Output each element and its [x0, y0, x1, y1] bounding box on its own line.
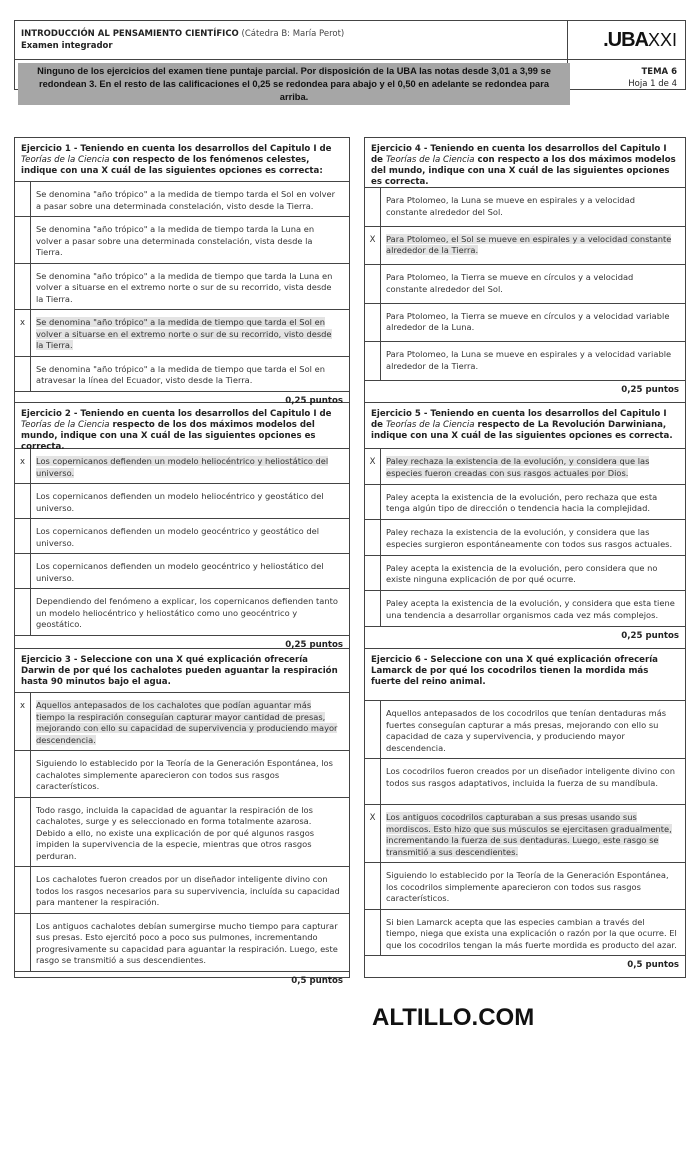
answer-mark-cell[interactable]	[365, 304, 381, 342]
option-text	[31, 798, 349, 867]
question-text-cont: con respecto a los dos máximos modelos del mundo, indique con una X cuál de las siguientes opciones es correcta.	[371, 155, 676, 187]
catedra: (Cátedra B: María Perot)	[241, 29, 345, 39]
answer-mark-cell[interactable]: X	[365, 805, 381, 862]
option-label: Todo rasgo, incluida la capacidad de aguantar la respiración de los cachalotes, surge y es seleccionado en forma totalmente azarosa. Debido a ello, no existe una explicación de por qué algunos rasgos impiden la supervivencia de la especie, mientras que otros rasgos perduran.	[36, 804, 315, 861]
logo-suffix: XXI	[647, 30, 677, 50]
answer-mark-cell[interactable]	[365, 520, 381, 555]
option-row[interactable]	[15, 914, 349, 972]
option-label: Paley acepta la existencia de la evolución, pero rechaza que esta tenga algún tipo de dirección o tendencia hacia la complejidad.	[386, 491, 658, 514]
option-label: Se denomina "año trópico" a la medida de tiempo que tarda el Sol en atravesar la línea del Ecuador, visto desde la Tierra.	[36, 363, 325, 385]
option-row[interactable]	[15, 693, 349, 751]
option-text	[381, 759, 685, 804]
answer-mark-cell[interactable]	[365, 591, 381, 626]
exercise-2	[15, 403, 349, 649]
options-list	[15, 182, 349, 392]
exercise-column-left	[14, 137, 350, 986]
answer-mark-cell[interactable]	[15, 914, 31, 971]
tema: TEMA 6	[641, 67, 677, 77]
option-text	[31, 310, 349, 356]
option-text	[381, 591, 685, 626]
option-row[interactable]	[15, 182, 349, 217]
option-text	[381, 227, 685, 265]
option-row[interactable]	[15, 484, 349, 519]
option-row[interactable]	[15, 554, 349, 589]
option-row[interactable]	[365, 449, 685, 485]
question-text: Ejercicio 1 - Teniendo en cuenta los desarrollos del Capitulo I de	[21, 144, 332, 154]
option-row[interactable]	[365, 910, 685, 957]
book-title: Teorías de la Ciencia	[21, 155, 110, 165]
option-text	[381, 304, 685, 342]
question-text-cont: respecto de La Revolución Darwiniana, indique con una X cuál de las siguientes opciones es correcta.	[371, 420, 673, 441]
answer-mark-cell[interactable]	[365, 188, 381, 226]
question-text: Ejercicio 4 - Teniendo en cuenta los desarrollos del Capitulo I de	[371, 144, 667, 165]
answer-mark-cell[interactable]	[365, 485, 381, 520]
option-text	[31, 182, 349, 216]
option-label: Para Ptolomeo, el Sol se mueve en espirales y a velocidad constante alrededor de la Tierra.	[386, 233, 672, 256]
option-text	[31, 554, 349, 588]
option-row[interactable]	[365, 759, 685, 805]
answer-mark-cell[interactable]: x	[15, 449, 31, 483]
option-row[interactable]	[365, 805, 685, 863]
option-text	[31, 217, 349, 263]
exercise-question	[365, 138, 685, 188]
option-label: Paley rechaza la existencia de la evolución, y considera que las especies surgieron espontáneamente con todos sus rasgos actuales.	[386, 527, 673, 549]
uba-xxi-logo	[603, 29, 677, 52]
option-label: Los cachalotes fueron creados por un diseñador inteligente divino con todos los rasgos necesarios para su supervivencia, incluída su capacidad para mantener la respiración.	[36, 874, 340, 907]
answer-mark-cell[interactable]	[365, 342, 381, 380]
question-text: Ejercicio 3 - Seleccione con una X qué explicación ofrecería Darwin de por qué los cachalotes pueden aguantar la respiración hasta 90 minutos bajo el agua.	[21, 655, 338, 687]
option-text	[31, 449, 349, 483]
answer-mark-cell[interactable]	[15, 484, 31, 518]
book-title: Teorías de la Ciencia	[385, 420, 475, 430]
tema-info	[628, 66, 677, 90]
answer-mark-cell[interactable]	[15, 554, 31, 588]
option-text	[31, 867, 349, 913]
option-label: Para Ptolomeo, la Luna se mueve en espirales y a velocidad constante alrededor del Sol.	[386, 195, 636, 217]
exercise-6	[365, 649, 685, 977]
option-row[interactable]	[365, 556, 685, 592]
option-row[interactable]	[15, 357, 349, 392]
option-label: Siguiendo lo establecido por la Teoría de la Generación Espontánea, los cachalotes simplemente aparecieron con todos sus rasgos característicos.	[36, 758, 333, 791]
option-label: Dependiendo del fenómeno a explicar, los copernicanos defienden tanto un modelo heliocéntrico y heliostático como uno geocéntrico y geostático.	[36, 596, 338, 629]
option-label: Paley rechaza la existencia de la evolución, y considera que las especies fueron creadas con sus rasgos actuales por Dios.	[386, 456, 650, 478]
option-row[interactable]	[15, 217, 349, 264]
points: 0,25 puntos	[621, 385, 679, 395]
option-row[interactable]	[365, 188, 685, 227]
option-label: Para Ptolomeo, la Tierra se mueve en círculos y a velocidad variable alrededor de la Luna.	[386, 310, 670, 333]
option-row[interactable]	[15, 519, 349, 554]
answer-mark-cell[interactable]	[15, 217, 31, 263]
option-text	[31, 693, 349, 750]
points: 0,25 puntos	[285, 395, 343, 406]
option-row[interactable]	[365, 863, 685, 910]
answer-mark-cell[interactable]	[15, 182, 31, 216]
book-title: Teorías de la Ciencia	[385, 155, 475, 165]
exercise-column-right	[364, 137, 686, 978]
option-row[interactable]	[365, 304, 685, 343]
option-row[interactable]	[365, 591, 685, 627]
book-title: Teorías de la Ciencia	[21, 420, 110, 430]
option-text	[381, 265, 685, 303]
answer-mark-cell[interactable]	[15, 798, 31, 867]
course-title: INTRODUCCIÓN AL PENSAMIENTO CIENTÍFICO	[21, 29, 239, 39]
exercise-question	[15, 138, 349, 182]
option-label: Se denomina "año trópico" a la medida de tiempo que tarda la Luna en volver a situarse en el extremo norte o sur de su recorrido, vista desde la Tierra.	[36, 270, 333, 304]
answer-mark-cell[interactable]: X	[365, 227, 381, 265]
exercise-question	[15, 403, 349, 452]
option-label: Los copernicanos defienden un modelo geocéntrico y heliostático del universo.	[36, 561, 324, 583]
option-row[interactable]	[365, 265, 685, 304]
option-text	[381, 485, 685, 520]
options-list	[365, 188, 685, 381]
answer-mark-cell[interactable]	[365, 701, 381, 758]
option-text	[31, 914, 349, 971]
option-label: Se denomina "año trópico" a la medida de tiempo que tarda el Sol en volver a situarse en el extremo norte o sur de su recorrido, visto desde la Tierra.	[36, 317, 332, 350]
option-label: Los copernicanos defienden un modelo geocéntrico y geostático del universo.	[36, 526, 320, 548]
option-text	[31, 264, 349, 310]
option-row[interactable]	[365, 342, 685, 381]
option-label: Para Ptolomeo, la Luna se mueve en espirales y a velocidad variable alrededor de la Tierra.	[386, 349, 672, 371]
exercise-4	[365, 138, 685, 403]
option-text	[31, 357, 349, 391]
option-label: Aquellos antepasados de los cocodrilos que tenían dentaduras más fuertes conseguían capturar a más presas, mejorando con ello su capacidad de caza y supervivencia, y produciendo mayor descendencia.	[386, 708, 667, 753]
answer-mark-cell[interactable]	[15, 867, 31, 913]
option-row[interactable]	[15, 310, 349, 357]
answer-mark-cell[interactable]	[365, 556, 381, 591]
option-label: Paley acepta la existencia de la evolución, y considera que esta tiene una tendencia a desarrollar organismos cada vez más complejos.	[386, 598, 675, 620]
answer-mark-cell[interactable]	[15, 357, 31, 391]
option-row[interactable]	[15, 264, 349, 311]
option-label: Paley acepta la existencia de la evolución, pero considera que no existe ninguna explicación de por qué ocurre.	[386, 562, 658, 585]
option-label: Los copernicanos defienden un modelo heliocéntrico y geostático del universo.	[36, 491, 324, 513]
question-text: Ejercicio 6 - Seleccione con una X qué explicación ofrecería Lamarck de por qué los cocodrilos tienen la mordida más fuerte del reino animal.	[371, 655, 658, 687]
option-label: Si bien Lamarck acepta que las especies cambian a través del tiempo, niega que exista una explicación o razón por la que ocurre. El que los cocodrilos tengan la más fuerte mordida es producto del azar.	[386, 916, 677, 950]
option-row[interactable]	[365, 485, 685, 521]
option-row[interactable]	[15, 798, 349, 868]
option-row[interactable]	[365, 701, 685, 759]
exercise-question	[365, 649, 685, 701]
question-text-cont: con respecto de los fenómenos celestes, indique con una X cuál de las siguientes opciones es correcta:	[21, 155, 323, 176]
option-row[interactable]	[15, 449, 349, 484]
answer-mark-cell[interactable]	[15, 589, 31, 635]
answer-mark-cell[interactable]	[365, 265, 381, 303]
question-text-cont: respecto de los dos máximos modelos del mundo, indique con una X cuál de las siguientes opciones es correcta.	[21, 420, 316, 452]
option-label: Para Ptolomeo, la Tierra se mueve en círculos y a velocidad constante alrededor del Sol.	[386, 272, 634, 294]
option-label: Siguiendo lo establecido por la Teoría de la Generación Espontánea, los cocodrilos simplemente aparecieron con todos sus rasgos característicos.	[386, 870, 669, 903]
points: 0,5 puntos	[627, 960, 679, 970]
course-info	[21, 28, 344, 52]
points: 0,25 puntos	[285, 639, 343, 650]
question-text: Ejercicio 2 - Teniendo en cuenta los desarrollos del Capitulo I de	[21, 409, 332, 419]
option-text	[381, 188, 685, 226]
option-text	[31, 751, 349, 797]
points: 0,25 puntos	[621, 631, 679, 641]
option-text	[381, 701, 685, 758]
option-row[interactable]	[365, 520, 685, 556]
question-text: Ejercicio 5 - Teniendo en cuenta los desarrollos del Capitulo I de	[371, 409, 667, 430]
watermark: ALTILLO.COM	[372, 1004, 535, 1031]
option-label: Los antiguos cocodrilos capturaban a sus presas usando sus mordiscos. Esto hizo que sus músculos se ejercitasen gradualmente, incrementando la fuerza de sus dentaduras. Luego, este rasgo se transmitió a sus descendientes.	[386, 812, 672, 857]
answer-mark-cell[interactable]	[365, 759, 381, 804]
option-text	[381, 805, 685, 862]
exam-type: Examen integrador	[21, 41, 113, 51]
options-list	[365, 449, 685, 627]
answer-mark-cell[interactable]: x	[15, 310, 31, 356]
options-list	[365, 701, 685, 956]
answer-mark-cell[interactable]	[15, 751, 31, 797]
exercise-question	[365, 403, 685, 449]
option-label: Los copernicanos defienden un modelo heliocéntrico y heliostático del universo.	[36, 456, 329, 478]
option-text	[381, 910, 685, 956]
option-row[interactable]	[15, 751, 349, 798]
option-label: Se denomina "año trópico" a la medida de tiempo tarda la Luna en volver a pasar sobre una determinada constelación, vista desde la Tierra.	[36, 224, 315, 257]
option-label: Los cocodrilos fueron creados por un diseñador inteligente divino con todos sus rasgos adaptativos, incluida la fuerza de su mandíbula.	[386, 766, 675, 788]
answer-mark-cell[interactable]	[15, 519, 31, 553]
option-row[interactable]	[15, 867, 349, 914]
option-text	[31, 519, 349, 553]
logo-main: .UBA	[603, 29, 648, 51]
option-row[interactable]	[15, 589, 349, 636]
option-text	[381, 342, 685, 380]
exercise-3	[15, 649, 349, 986]
answer-mark-cell[interactable]: X	[365, 449, 381, 484]
exercise-question	[15, 649, 349, 693]
grading-notice: Ninguno de los ejercicios del examen tiene puntaje parcial. Por disposición de la UBA las notas desde 3,01 a 3,99 se redondean 3. En el resto de las calificaciones el 0,25 se redondea para abajo y el 0,50 en adelante se redondea para arriba.	[18, 63, 570, 105]
option-text	[381, 449, 685, 484]
options-list	[15, 449, 349, 636]
option-text	[31, 589, 349, 635]
page-count: Hoja 1 de 4	[628, 79, 677, 89]
options-list	[15, 693, 349, 972]
points: 0,5 puntos	[291, 975, 343, 986]
option-label: Los antiguos cachalotes debían sumergirse mucho tiempo para capturar sus presas. Esto ejercitó poco a poco sus pulmones, incrementando progresivamente su capacidad para aguantar la respiración. Luego, este rasgo se transmitió a sus descendientes.	[36, 920, 338, 965]
option-text	[381, 863, 685, 909]
option-label: Se denomina "año trópico" a la medida de tiempo tarda el Sol en volver a pasar sobre una determinada constelación, visto desde la Tierra.	[36, 189, 336, 211]
answer-mark-cell[interactable]: x	[15, 693, 31, 750]
answer-mark-cell[interactable]	[365, 863, 381, 909]
answer-mark-cell[interactable]	[15, 264, 31, 310]
exercise-5	[365, 403, 685, 649]
option-text	[381, 520, 685, 555]
option-text	[381, 556, 685, 591]
exercise-1	[15, 138, 349, 406]
option-label: Aquellos antepasados de los cachalotes que podían aguantar más tiempo la respiración conseguían capturar mayor cantidad de presas, mejorando con ello su capacidad de supervivencia y produciendo mayor descendencia.	[36, 700, 338, 745]
answer-mark-cell[interactable]	[365, 910, 381, 956]
option-text	[31, 484, 349, 518]
option-row[interactable]	[365, 227, 685, 266]
